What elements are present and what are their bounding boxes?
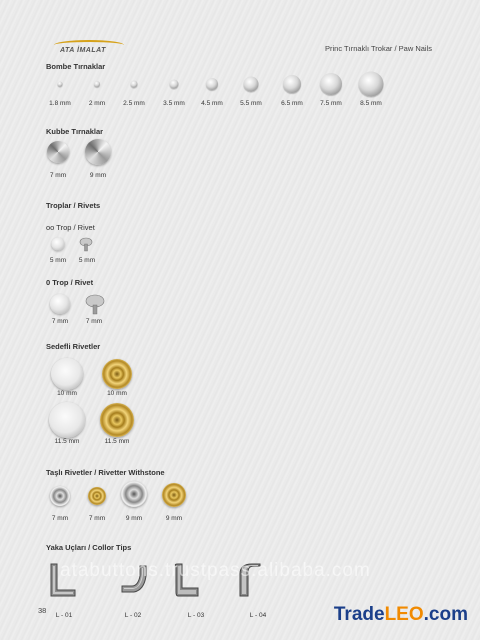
bombe-label: 4.5 mm: [201, 100, 223, 107]
oo-trop-cap: [52, 238, 65, 251]
kubbe-label: 7 mm: [49, 172, 67, 179]
sedefli-label: 11.5 mm: [54, 438, 80, 445]
ata-imalat-logo: [46, 38, 136, 60]
bombe-nail-7: [283, 75, 301, 93]
sedefli-label: 10 mm: [57, 390, 77, 397]
stone-rivet-silver-7: [50, 486, 70, 506]
stone-rivet-gold-9: [162, 483, 186, 507]
sedefli-label: 11.5 mm: [104, 438, 130, 445]
bombe-nail-1: [58, 82, 63, 87]
subsection-0-trop: 0 Trop / Rivet: [46, 278, 94, 287]
tasli-label: 7 mm: [88, 515, 106, 522]
section-title-bombe: Bombe Tırnaklar: [46, 62, 106, 71]
sedefli-label: 10 mm: [107, 390, 127, 397]
brand-main: Trade: [333, 604, 385, 625]
section-title-tasli: Taşlı Rivetler / Rivetter Withstone: [46, 468, 165, 477]
stone-rivet-silver-9: [121, 481, 147, 507]
bombe-nail-4: [170, 80, 179, 89]
bombe-label: 7.5 mm: [320, 100, 342, 107]
tasli-label: 9 mm: [125, 515, 143, 522]
bombe-nail-6: [244, 77, 259, 92]
bombe-nail-8: [320, 73, 342, 95]
tasli-label: 9 mm: [165, 515, 183, 522]
zero-trop-label: 7 mm: [51, 318, 69, 325]
bombe-label: 2 mm: [88, 100, 106, 107]
collar-tip-label: L - 04: [249, 612, 267, 619]
pearl-rivet-11-5: [49, 402, 85, 438]
page-number: 38: [38, 606, 47, 615]
oo-trop-label: 5 mm: [78, 257, 96, 264]
collar-tip-label: L - 01: [55, 612, 73, 619]
kubbe-label: 9 mm: [89, 172, 107, 179]
oo-trop-side: [78, 236, 94, 252]
zero-trop-cap: [50, 294, 70, 314]
pearl-rivet-10: [51, 358, 83, 390]
bombe-label: 1.8 mm: [49, 100, 71, 107]
kubbe-nail-2: [85, 139, 111, 165]
gold-rivet-11-5: [100, 403, 134, 437]
bombe-label: 5.5 mm: [240, 100, 262, 107]
brand-suffix: .com: [423, 604, 468, 625]
section-title-troplar: Troplar / Rivets: [46, 201, 101, 210]
gold-rivet-10: [102, 359, 132, 389]
bombe-nail-3: [131, 81, 138, 88]
bombe-nail-2: [94, 81, 100, 87]
bombe-label: 3.5 mm: [163, 100, 185, 107]
brand-highlight: LEO: [384, 604, 424, 625]
bombe-label: 2.5 mm: [123, 100, 145, 107]
tradeleo-brand[interactable]: [334, 604, 468, 626]
stone-rivet-gold-7: [88, 487, 106, 505]
tasli-label: 7 mm: [51, 515, 69, 522]
kubbe-nail-1: [47, 141, 69, 163]
bombe-nail-5: [206, 78, 218, 90]
collar-tip-label: L - 02: [124, 612, 142, 619]
subsection-oo-trop: oo Trop / Rivet: [46, 223, 95, 232]
section-title-yaka: Yaka Uçları / Collor Tips: [46, 543, 132, 552]
zero-trop-label: 7 mm: [85, 318, 103, 325]
oo-trop-label: 5 mm: [49, 257, 67, 264]
section-title-kubbe: Kubbe Tırnaklar: [46, 127, 104, 136]
zero-trop-side: [84, 293, 106, 315]
watermark: atabuttons.trustpass.alibaba.com: [60, 560, 371, 581]
bombe-label: 6.5 mm: [281, 100, 303, 107]
logo-text: ATA İMALAT: [60, 47, 106, 54]
section-title-sedefli: Sedefli Rivetler: [46, 342, 101, 351]
bombe-label: 8.5 mm: [360, 100, 382, 107]
bombe-nail-9: [359, 72, 384, 97]
collar-tip-label: L - 03: [187, 612, 205, 619]
page-title: Princ Tırnaklı Trokar / Paw Nails: [325, 44, 432, 53]
